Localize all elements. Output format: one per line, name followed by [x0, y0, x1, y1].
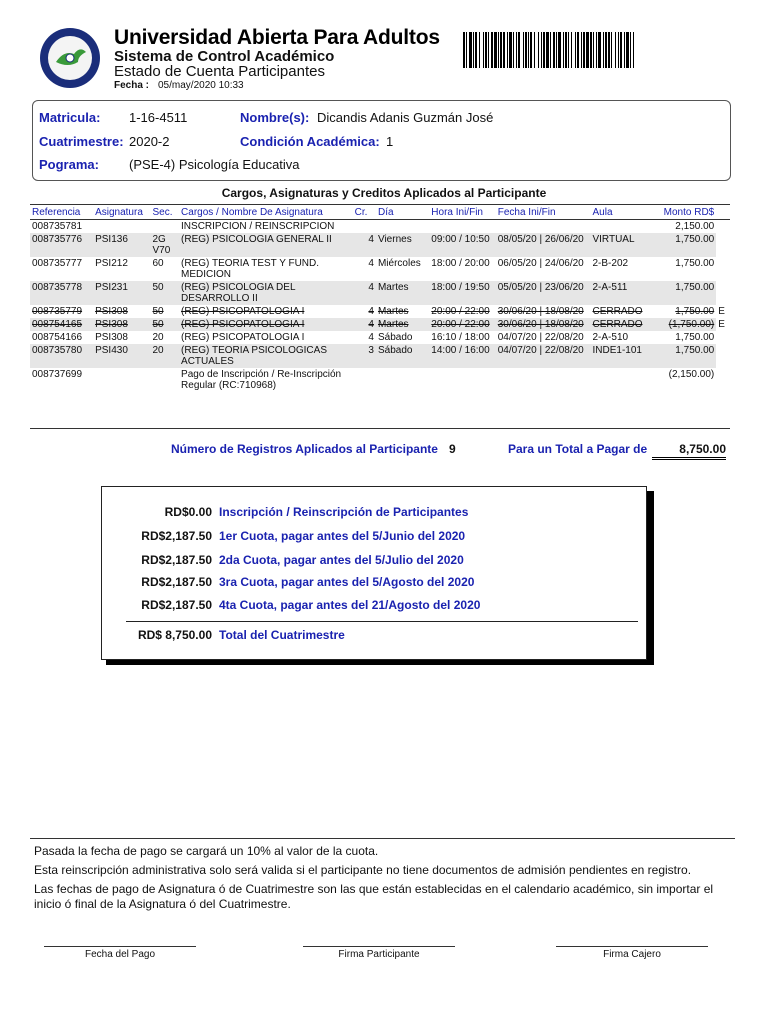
- table-title: Cargos, Asignaturas y Creditos Aplicados al Participante: [221, 186, 547, 200]
- cell-referencia: 008737699: [32, 369, 83, 380]
- cell-dia: Martes: [376, 318, 429, 331]
- table-row: [30, 331, 730, 344]
- system-name: Sistema de Control Académico: [114, 48, 335, 65]
- payment-desc: 1er Cuota, pagar antes del 5/Junio del 2020: [219, 529, 466, 543]
- cell-monto: 1,750.00: [675, 306, 715, 317]
- cell-referencia: 008754166: [32, 332, 83, 343]
- table-row: [30, 368, 730, 392]
- cuatrimestre-label: Cuatrimestre:: [39, 134, 124, 149]
- cell-creditos: 4: [368, 332, 374, 343]
- cell-fecha: 04/07/20 | 22/08/20: [496, 344, 591, 368]
- cuatrimestre-value: 2020-2: [129, 134, 170, 149]
- table-row: [30, 318, 730, 331]
- payment-total-desc: Total del Cuatrimestre: [219, 628, 345, 642]
- document-title: Estado de Cuenta Participantes: [114, 63, 325, 80]
- cell-hora: [429, 220, 495, 234]
- cell-seccion: 2G V70: [151, 233, 180, 257]
- cell-referencia: 008735779: [32, 306, 83, 317]
- cell-aula: [590, 368, 653, 392]
- cell-fecha: 08/05/20 | 26/06/20: [496, 233, 591, 257]
- cell-creditos: [353, 368, 376, 392]
- cell-asignatura: [93, 368, 150, 392]
- payment-total-amount: RD$ 8,750.00: [137, 628, 212, 642]
- table-row: [30, 220, 730, 234]
- signature-participante: Firma Participante: [303, 946, 455, 960]
- cell-dia: Sábado: [377, 332, 413, 343]
- payment-schedule-box: [101, 486, 647, 660]
- programa-value: (PSE-4) Psicología Educativa: [129, 157, 300, 172]
- payment-amount: RD$2,187.50: [141, 598, 212, 612]
- col-monto: Monto RD$: [654, 205, 717, 220]
- payment-amount: RD$0.00: [164, 505, 212, 519]
- col-nombre: Cargos / Nombre De Asignatura: [179, 205, 353, 220]
- col-hora: Hora Ini/Fin: [429, 205, 495, 220]
- cell-nombre: (REG) PSICOLOGIA GENERAL II: [179, 233, 353, 257]
- cell-referencia: 008735777: [32, 258, 83, 269]
- nombre-label: Nombre(s):: [240, 110, 310, 125]
- cell-hora: 16:10 / 18:00: [431, 332, 490, 343]
- barcode-bar: [634, 32, 636, 68]
- cell-flag: [716, 220, 730, 234]
- cell-aula: 2-B-202: [592, 258, 629, 269]
- cell-nombre: (REG) PSICOPATOLOGIA I: [179, 318, 353, 331]
- cell-hora: 20:00 / 22:00: [431, 306, 490, 317]
- barcode: [463, 32, 729, 68]
- cell-hora: [429, 368, 495, 392]
- cell-asignatura: PSI308: [95, 332, 128, 343]
- cell-flag: E: [716, 305, 730, 318]
- col-fecha: Fecha Ini/Fin: [496, 205, 591, 220]
- col-creditos: Cr.: [353, 205, 376, 220]
- cell-fecha: [496, 220, 591, 234]
- cell-monto: (1,750.00): [654, 318, 717, 331]
- cell-aula: CERRADO: [590, 318, 653, 331]
- col-flag: [716, 205, 730, 220]
- payment-amount: RD$2,187.50: [141, 553, 212, 567]
- cell-aula: 2-A-511: [590, 281, 653, 305]
- cell-aula: [590, 220, 653, 234]
- cell-seccion: 50: [152, 306, 164, 317]
- logo-emblem-icon: [48, 36, 92, 80]
- matricula-label: Matricula:: [39, 110, 101, 125]
- nombre-value: Dicandis Adanis Guzmán José: [317, 110, 494, 125]
- cell-hora: 18:00 / 20:00: [431, 258, 490, 269]
- cell-monto: (2,150.00): [668, 369, 715, 380]
- cell-asignatura: [93, 220, 150, 234]
- cell-monto: 1,750.00: [654, 233, 717, 257]
- cell-monto: 1,750.00: [654, 344, 717, 368]
- cell-dia: Miércoles: [377, 258, 421, 269]
- cell-referencia: 008735778: [30, 281, 93, 305]
- col-aula: Aula: [590, 205, 653, 220]
- cell-referencia: 008735780: [30, 344, 93, 368]
- total-label: Para un Total a Pagar de: [508, 442, 648, 456]
- cell-referencia: 008735776: [30, 233, 93, 257]
- cell-dia: Viernes: [376, 233, 429, 257]
- table-row: [30, 305, 730, 318]
- cell-nombre: INSCRIPCION / REINSCRIPCION: [181, 221, 335, 232]
- cell-seccion: 20: [151, 344, 180, 368]
- col-seccion: Sec.: [151, 205, 180, 220]
- fecha-label: Fecha :: [114, 80, 150, 91]
- cell-nombre: Pago de Inscripción / Re-Inscripción Regular (RC:710968): [181, 369, 342, 391]
- cell-fecha: 30/06/20 | 18/08/20: [497, 306, 584, 317]
- table-row: [30, 257, 730, 281]
- cell-fecha: 06/05/20 | 24/06/20: [497, 258, 584, 269]
- cell-aula: VIRTUAL: [590, 233, 653, 257]
- cell-aula: INDE1-101: [590, 344, 653, 368]
- note-reinscripcion: Esta reinscripción administrativa solo será valida si el participante no tiene documentos de admisión pendientes en registro.: [34, 863, 692, 877]
- payment-amount: RD$2,187.50: [141, 575, 212, 589]
- cell-fecha: 04/07/20 | 22/08/20: [497, 332, 584, 343]
- programa-label: Pograma:: [39, 157, 99, 172]
- cell-monto: 2,150.00: [675, 221, 715, 232]
- cell-nombre: (REG) TEORIA PSICOLOGICAS ACTUALES: [179, 344, 353, 368]
- cell-nombre: (REG) PSICOPATOLOGIA I: [181, 332, 305, 343]
- signature-cajero: Firma Cajero: [556, 946, 708, 960]
- cell-referencia: 008754165: [30, 318, 93, 331]
- registros-count: 9: [449, 442, 456, 456]
- cell-monto: 1,750.00: [675, 332, 715, 343]
- university-name: Universidad Abierta Para Adultos: [114, 26, 440, 49]
- col-referencia: Referencia: [30, 205, 93, 220]
- cell-seccion: 50: [151, 318, 180, 331]
- cell-aula: 2-A-510: [592, 332, 629, 343]
- registros-label: Número de Registros Aplicados al Participante: [171, 442, 438, 456]
- cell-creditos: [353, 220, 376, 234]
- cell-dia: [376, 368, 429, 392]
- cell-aula: CERRADO: [592, 306, 643, 317]
- cell-monto: 1,750.00: [675, 258, 715, 269]
- note-fechas: Las fechas de pago de Asignatura ó de Cuatrimestre son las que están establecidas en el calendario académico, sin importar el inicio ó final de la Asignatura ó del Cuatrimestre.: [34, 882, 714, 911]
- fecha-value: 05/may/2020 10:33: [158, 80, 244, 91]
- condicion-label: Condición Académica:: [240, 134, 380, 149]
- table-row: [30, 233, 730, 257]
- cell-seccion: 20: [152, 332, 164, 343]
- cell-fecha: 05/05/20 | 23/06/20: [496, 281, 591, 305]
- cell-dia: Sábado: [376, 344, 429, 368]
- table-row: [30, 344, 730, 368]
- cell-fecha: [496, 368, 591, 392]
- footer-rule: [30, 838, 735, 839]
- cell-dia: [376, 220, 429, 234]
- table-header-row: [30, 205, 730, 220]
- cell-hora: 09:00 / 10:50: [429, 233, 495, 257]
- university-logo: [40, 28, 100, 88]
- cell-flag: [716, 233, 730, 257]
- cell-creditos: 4: [368, 258, 374, 269]
- table-row: [30, 281, 730, 305]
- cell-asignatura: PSI430: [93, 344, 150, 368]
- cell-monto: 1,750.00: [654, 281, 717, 305]
- cell-asignatura: PSI212: [95, 258, 128, 269]
- cell-nombre: (REG) PSICOPATOLOGIA I: [181, 306, 305, 317]
- cell-dia: Martes: [376, 281, 429, 305]
- cell-nombre: (REG) PSICOLOGIA DEL DESARROLLO II: [179, 281, 353, 305]
- cell-flag: [716, 257, 730, 281]
- cell-seccion: [151, 368, 180, 392]
- payment-separator: [126, 621, 638, 622]
- charges-table: [30, 204, 730, 392]
- note-recargo: Pasada la fecha de pago se cargará un 10% al valor de la cuota.: [34, 844, 379, 858]
- cell-hora: 20:00 / 22:00: [429, 318, 495, 331]
- payment-desc: Inscripción / Reinscripción de Participantes: [219, 505, 469, 519]
- cell-seccion: [151, 220, 180, 234]
- condicion-value: 1: [386, 134, 394, 149]
- cell-asignatura: PSI308: [93, 318, 150, 331]
- cell-creditos: 4: [353, 281, 376, 305]
- table-bottom-rule: [30, 428, 730, 429]
- cell-creditos: 3: [353, 344, 376, 368]
- cell-asignatura: PSI308: [95, 306, 128, 317]
- cell-flag: E: [716, 318, 730, 331]
- cell-hora: 18:00 / 19:50: [429, 281, 495, 305]
- cell-asignatura: PSI136: [93, 233, 150, 257]
- cell-dia: Martes: [377, 306, 409, 317]
- payment-desc: 2da Cuota, pagar antes del 5/Julio del 2020: [219, 553, 464, 567]
- total-value: 8,750.00: [652, 442, 726, 460]
- col-asignatura: Asignatura: [93, 205, 150, 220]
- cell-asignatura: PSI231: [93, 281, 150, 305]
- cell-fecha: 30/06/20 | 18/08/20: [496, 318, 591, 331]
- signature-fecha-pago: Fecha del Pago: [44, 946, 196, 960]
- cell-referencia: 008735781: [32, 221, 83, 232]
- cell-flag: [716, 368, 730, 392]
- cell-flag: [716, 281, 730, 305]
- cell-creditos: 4: [353, 318, 376, 331]
- cell-seccion: 50: [151, 281, 180, 305]
- col-dia: Día: [376, 205, 429, 220]
- cell-creditos: 4: [368, 306, 374, 317]
- cell-flag: [716, 344, 730, 368]
- cell-hora: 14:00 / 16:00: [429, 344, 495, 368]
- cell-seccion: 60: [152, 258, 164, 269]
- payment-amount: RD$2,187.50: [141, 529, 212, 543]
- cell-nombre: (REG) TEORIA TEST Y FUND. MEDICION: [181, 258, 320, 280]
- cell-flag: [716, 331, 730, 344]
- matricula-value: 1-16-4511: [129, 110, 188, 125]
- payment-desc: 3ra Cuota, pagar antes del 5/Agosto del 2020: [219, 575, 475, 589]
- cell-creditos: 4: [353, 233, 376, 257]
- payment-desc: 4ta Cuota, pagar antes del 21/Agosto del 2020: [219, 598, 481, 612]
